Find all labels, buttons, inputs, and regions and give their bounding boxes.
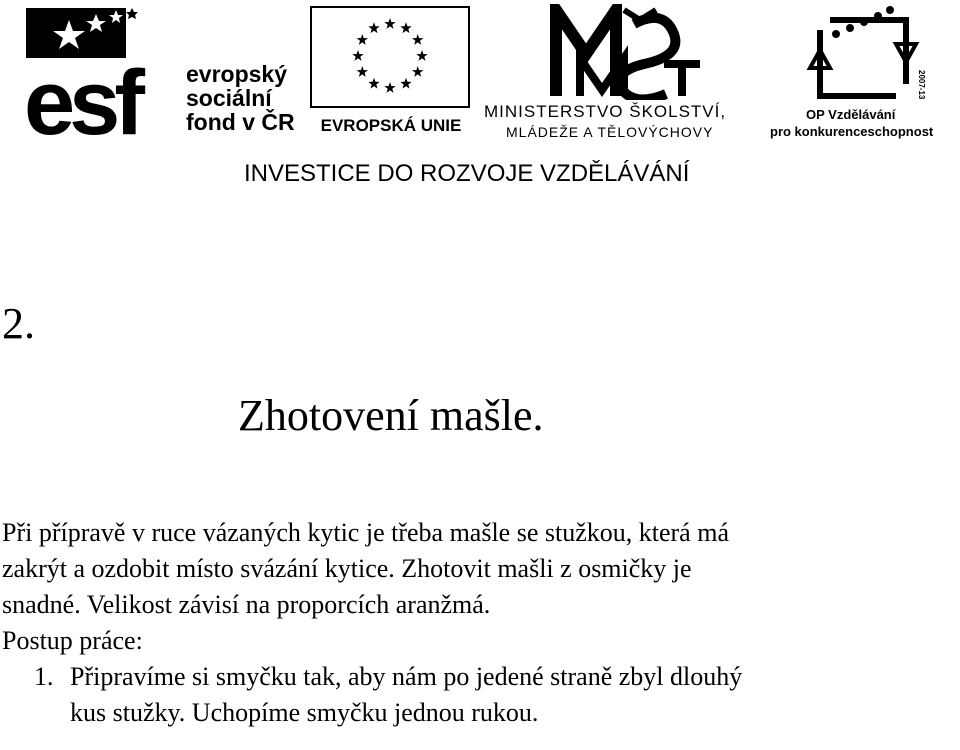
intro-line: snadné. Velikost závisí na proporcích aranžmá.	[2, 590, 491, 619]
step-line: kus stužky. Uchopíme smyčku jednou rukou.	[70, 698, 539, 727]
op-line-2: pro konkurenceschopnost	[770, 124, 934, 139]
svg-text:esf: esf	[24, 52, 139, 138]
op-years: 2007-13	[917, 70, 926, 100]
op-line-1: OP Vzdělávání	[806, 107, 896, 122]
eu-flag-icon	[310, 6, 472, 114]
esf-line-3: fond v ČR	[186, 109, 295, 135]
slide-number: 2.	[2, 299, 35, 348]
intro-line: zakrýt a ozdobit místo svázání kytice. Zhotovit mašli z osmičky je	[2, 554, 692, 583]
msmt-logo	[484, 4, 764, 140]
steps-list	[2, 659, 957, 731]
esf-emblem-icon	[24, 6, 184, 138]
header-logos	[0, 0, 960, 190]
step-line: Připravíme si smyčku tak, aby nám po jedené straně zbyl dlouhý	[70, 662, 743, 691]
msmt-line-1: MINISTERSTVO ŠKOLSTVÍ,	[484, 102, 727, 121]
msmt-monogram-icon	[484, 4, 764, 100]
esf-line-1: evropský	[186, 61, 288, 87]
intro-line: Při přípravě v ruce vázaných kytic je třeba mašle se stužkou, která má	[2, 518, 729, 547]
eu-logo	[310, 6, 472, 138]
op-emblem-icon	[770, 4, 955, 104]
step-number: 1.	[34, 662, 54, 691]
list-item	[34, 659, 957, 731]
steps-label: Postup práce:	[2, 626, 143, 655]
tagline: INVESTICE DO ROZVOJE VZDĚLÁVÁNÍ	[244, 160, 690, 187]
esf-wordmark	[186, 62, 295, 134]
slide-body	[2, 515, 957, 731]
esf-line-2: sociální	[186, 85, 272, 111]
msmt-line-2: MLÁDEŽE A TĚLOVÝCHOVY	[506, 124, 714, 140]
op-logo	[770, 4, 955, 140]
slide-title: Zhotovení mašle.	[238, 391, 544, 440]
eu-caption: EVROPSKÁ UNIE	[320, 116, 462, 135]
esf-logo	[24, 6, 304, 138]
